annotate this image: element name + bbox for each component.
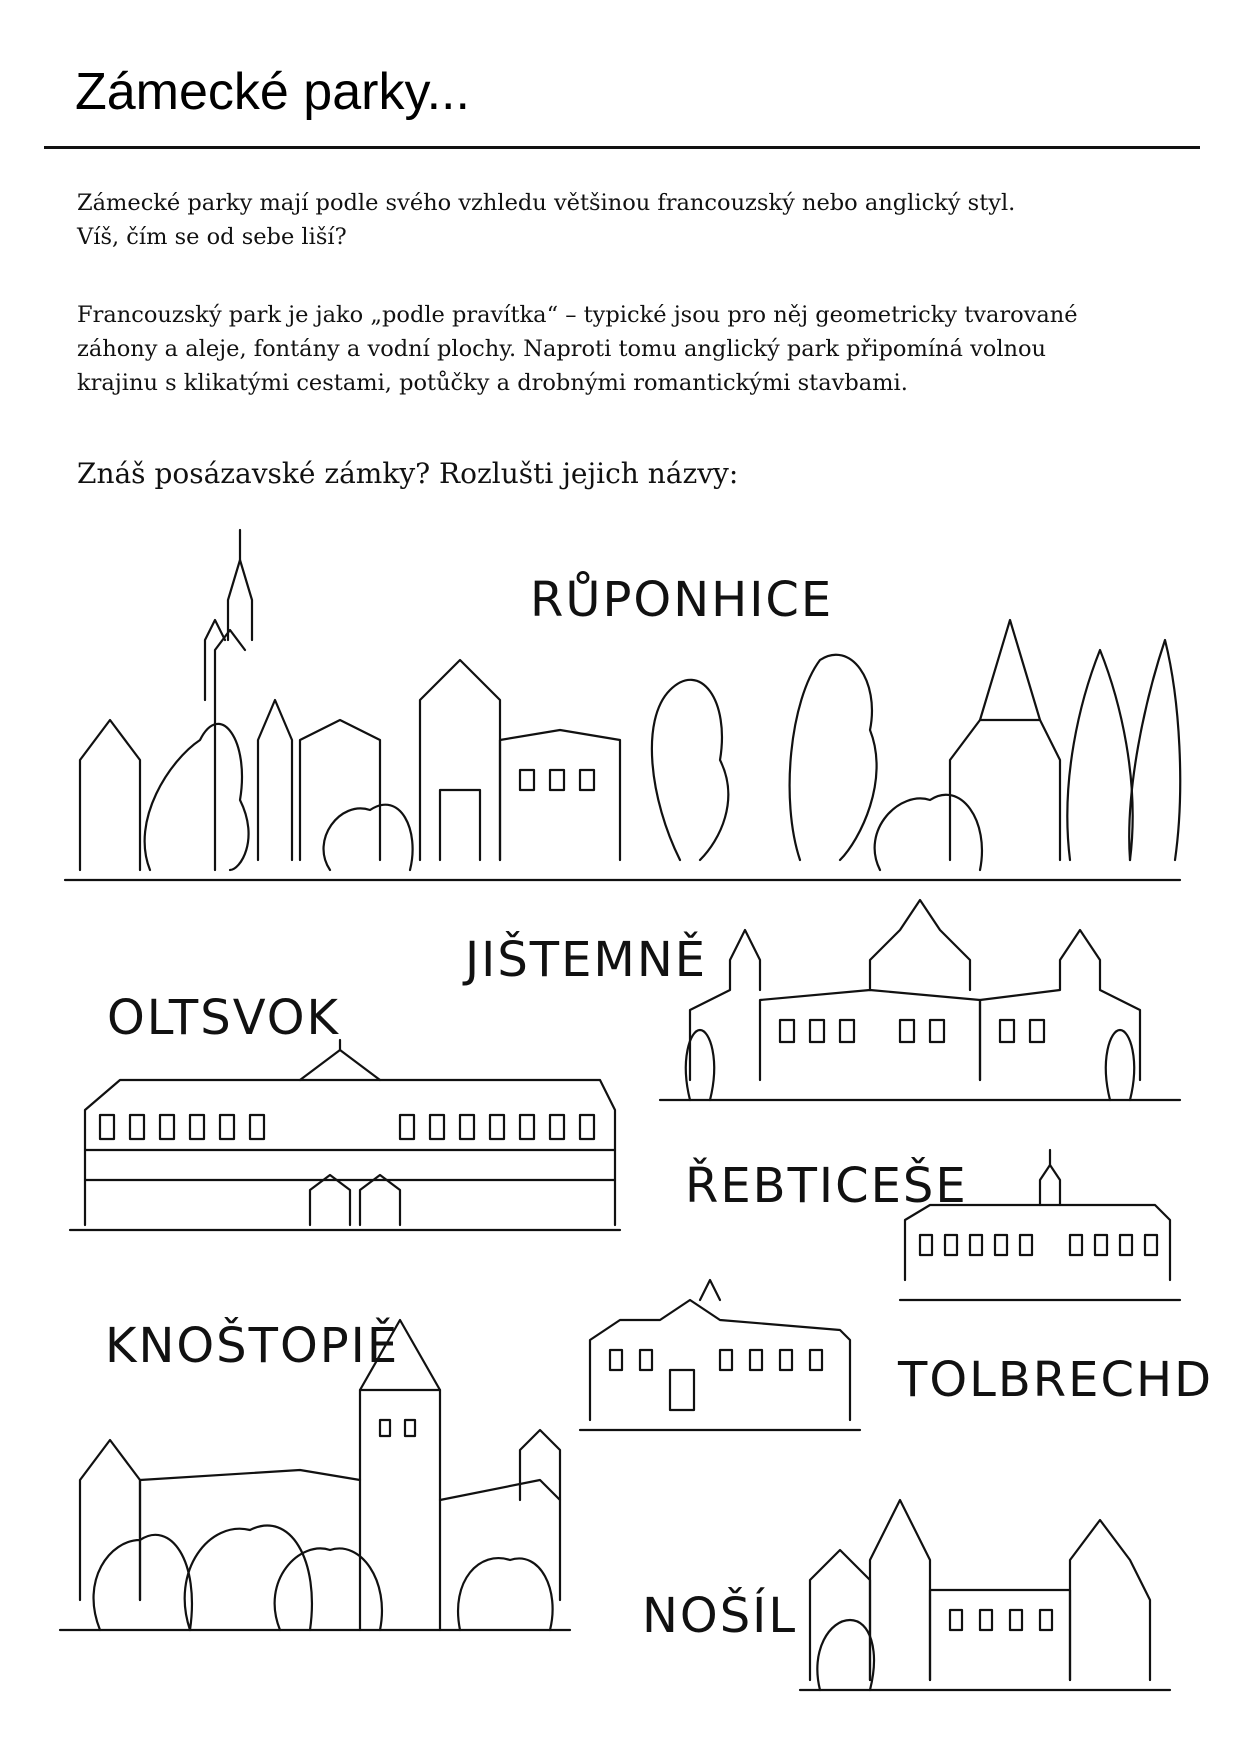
anagram-knostopie: KNOŠTOPIĚ xyxy=(105,1318,400,1374)
anagram-rupohnice: RŮPONHICE xyxy=(530,572,834,628)
park-styles-line: krajinu s klikatými cestami, potůčky a drobnými romantickými stavbami. xyxy=(77,370,908,396)
page-title: Zámecké parky... xyxy=(75,63,470,121)
anagram-tolbrechd: TOLBRECHD xyxy=(898,1352,1214,1408)
anagram-rebticese: ŘEBTICEŠE xyxy=(685,1158,968,1214)
anagram-oltsvok: OLTSVOK xyxy=(107,990,340,1046)
park-styles-line: Francouzský park je jako „podle pravítka“ – typické jsou pro něj geometricky tvarované xyxy=(77,302,1078,328)
castle-lesno-illustration xyxy=(800,1500,1170,1690)
intro-line: Zámecké parky mají podle svého vzhledu většinou francouzský nebo anglický styl. xyxy=(77,190,1016,216)
anagram-nosil: NOŠÍL xyxy=(642,1588,798,1644)
castle-jemniste-illustration xyxy=(660,900,1180,1100)
castle-dobrichovice-illustration xyxy=(580,1280,860,1430)
castle-kostelec-illustration xyxy=(70,1040,620,1230)
intro-line: Víš, čím se od sebe liší? xyxy=(77,224,347,250)
anagram-jistemne: JIŠTEMNĚ xyxy=(465,932,708,988)
park-styles-line: záhony a aleje, fontány a vodní plochy. Naproti tomu anglický park připomíná volnou xyxy=(77,336,1047,362)
task-question: Znáš posázavské zámky? Rozlušti jejich názvy: xyxy=(77,457,739,490)
